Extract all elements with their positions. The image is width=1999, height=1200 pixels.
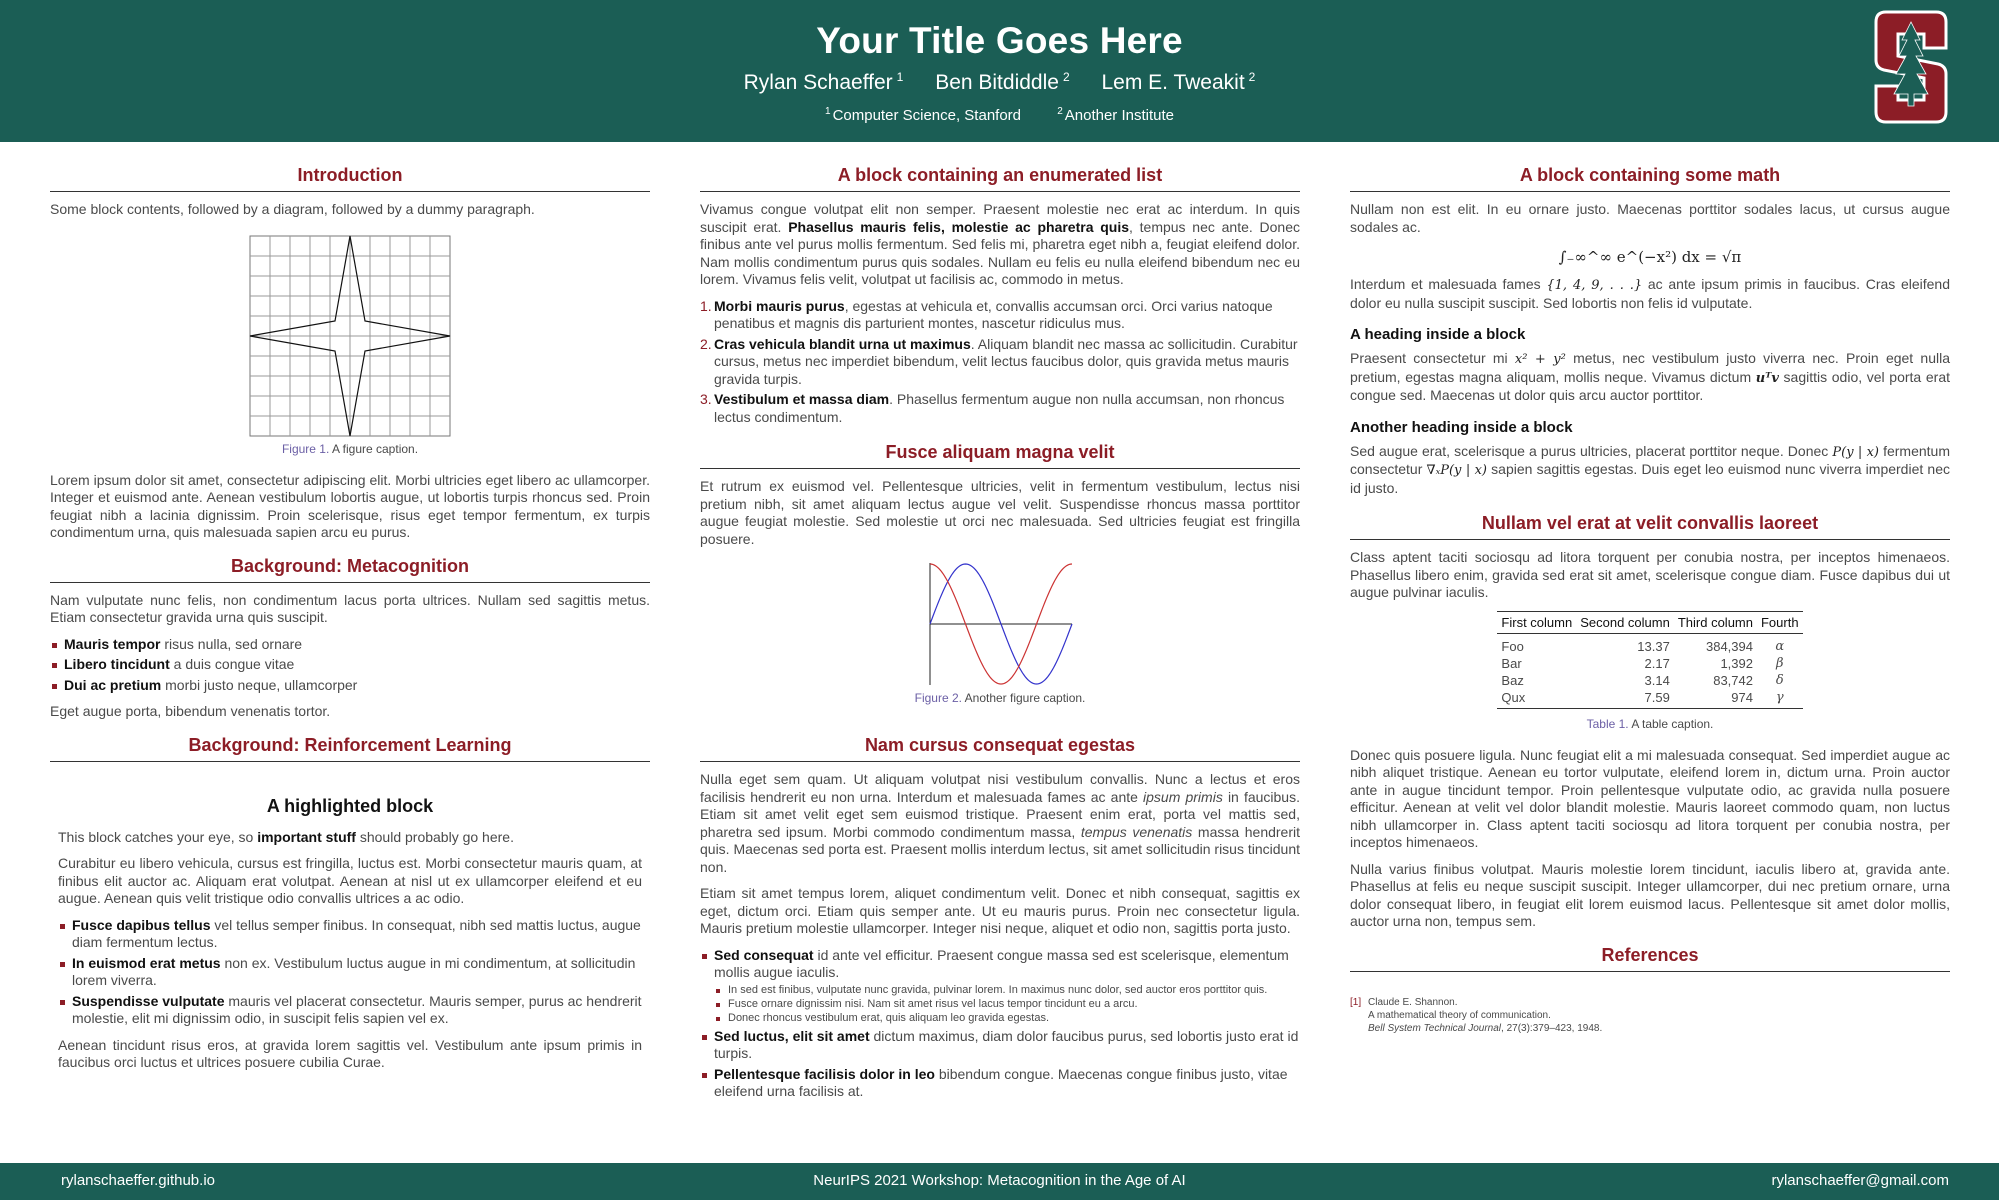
metacognition-list xyxy=(50,636,650,695)
affiliation: $^2$ Another Institute xyxy=(1057,106,1174,124)
table-header-row xyxy=(1497,611,1802,633)
highlighted-block-title: A highlighted block xyxy=(266,795,434,816)
poster-header xyxy=(0,0,1999,142)
highlighted-p1: This block catches your eye, so important stuff should probably go here. xyxy=(58,828,514,845)
list-item: Dui ac pretium morbi justo neque, ullamcorper xyxy=(50,677,650,695)
enumerated-list xyxy=(700,298,1300,427)
nullam-paragraph-3: Nulla varius finibus volutpat. Mauris molestie lorem tincidunt, iaculis libero at, gravida ante. Phasellus at felis eu neque suscipit suscipit. Integer ullamcorper, dui nec pretium ornare, urna dolor consequat libero, in feugiat elit lorem euismod lacus. Pellentesque sit amet dolor mollis, auctor urna non, tempus sem. xyxy=(1350,860,1950,929)
list-item: Fusce dapibus tellus vel tellus semper finibus. In consequat, nibh sed mattis luctus, augue diam fermentum lectus. xyxy=(58,917,642,952)
list-item: Donec rhoncus vestibulum erat, quis aliquam leo gravida egestas. xyxy=(714,1012,1300,1025)
data-table xyxy=(1497,611,1802,709)
table-row: Bar 2.17 1,392 β xyxy=(1501,655,1784,671)
footer-venue: NeurIPS 2021 Workshop: Metacognition in the Age of AI xyxy=(813,1172,1186,1189)
intro-paragraph: Lorem ipsum dolor sit amet, consectetur adipiscing elit. Morbi ultricies eget libero ac ullamcorper. Integer et euismod ante. Aenean vestibulum lobortis augue, ut lobortis turpis rhoncus sed. Proin feugiat nibh a lacinia dignissim. Proin scelerisque, risus eget tempor fermentum, ex turpis condimentum urna, quis malesuada sapien arcu eu purus. xyxy=(50,471,650,540)
nullam-paragraph-1: Class aptent taciti sociosqu ad litora torquent per conubia nostra, per inceptos himenaeos. Phasellus libero enim, gravida sed erat sit amet, scelerisque congue diam. Fusce dapibus dui ut augue pulvinar iaculis. xyxy=(1350,549,1950,600)
list-item: 2. Cras vehicula blandit urna ut maximus. Aliquam blandit nec massa ac sollicitudin. Curabitur cursus, metus nec imperdiet bibendum, velit lectus faucibus dolor, quis gravida metus mauris gravida turpis. xyxy=(700,335,1298,387)
column-right xyxy=(1350,165,1950,1035)
list-item: Fusce ornare dignissim nisi. Nam sit amet risus vel lacus tempor tincidunt eu a arcu. xyxy=(714,998,1300,1011)
list-item: 1. Morbi mauris purus, egestas at vehicula et, convallis accumsan orci. Orci varius natoque penatibus et magnis dis parturient montes, nascetur ridiculus mus. xyxy=(700,297,1273,331)
sine-cosine-plot xyxy=(700,557,1300,687)
poster-title: Your Title Goes Here xyxy=(816,20,1183,61)
enumerated-paragraph: Vivamus congue volutpat elit non semper. Praesent molestie nec erat ac interdum. In quis suscipit erat. Phasellus mauris felis, molestie ac pharetra quis, tempus nec ante. Donec finibus ante vel purus mollis fermentum. Sed felis mi, pharetra eget nibh a, feugiat eleifend dolor. Nam mollis condimentum purus quis sodales. Nullam eu felis eu nulla eleifend bibendum nec eu lorem. Vivamus felis velit, volutpat ut facilisis ac, commodo in metus. xyxy=(700,201,1300,287)
list-item: Mauris tempor risus nulla, sed ornare xyxy=(50,636,650,654)
table-row: Qux 7.59 974 γ xyxy=(1497,689,1802,709)
star-grid-diagram xyxy=(50,228,650,438)
nested-list xyxy=(714,984,1300,1025)
table-header: Fourth xyxy=(1757,611,1803,633)
block-title-metacognition: Background: Metacognition xyxy=(50,556,650,583)
gaussian-integral-equation: ∫₋∞^∞ e^(−x²) dx = √π xyxy=(1558,248,1742,266)
list-item: Suspendisse vulputate mauris vel placerat consectetur. Mauris semper, purus ac hendrerit molestie, elit mi dignissim odio, in suscipit felis sapien vel ex. xyxy=(58,993,642,1028)
reference-entry: [1] Claude E. Shannon. A mathematical theory of communication. Bell System Technical Journal, 27(3):379–423, 1948. xyxy=(1350,996,1603,1034)
block-title-enumerated: A block containing an enumerated list xyxy=(700,165,1300,192)
table-header: First column xyxy=(1497,611,1576,633)
figure-2-caption: Figure 2. Another figure caption. xyxy=(914,691,1086,705)
nam-paragraph-2: Etiam sit amet tempus lorem, aliquet condimentum velit. Donec et nibh consequat, sagittis ex eget, dictum orci. Etiam quis semper ante. Ut eu mauris purus. Proin nec consectetur ligula. Mauris pretium molestie ullamcorper. Integer nisi neque, aliquet et odio non, sagittis porta justo. xyxy=(700,885,1300,936)
figure-1-caption: Figure 1. A figure caption. xyxy=(281,441,419,456)
author: Rylan Schaeffer $^1$ xyxy=(743,70,904,94)
block-title-nullam: Nullam vel erat at velit convallis laoreet xyxy=(1350,513,1950,540)
stanford-tree-logo xyxy=(1872,8,1950,126)
list-item: Pellentesque facilisis dolor in leo bibendum congue. Maecenas congue finibus justo, vitae eleifend urna facilisis at. xyxy=(700,1066,1300,1101)
math-paragraph-4: Sed augue erat, scelerisque a purus ultricies, placerat porttitor neque. Donec P(y | x) fermentum consectetur ∇ₓP(y | x) sapien sagittis egestas. Duis eget leo euismod nunc viverra imperdiet nec id justo. xyxy=(1350,442,1950,496)
highlighted-p3: Aenean tincidunt risus eros, at gravida lorem sagittis vel. Vestibulum ante ipsum primis in faucibus orci luctus et ultrices posuere cubilia Curae. xyxy=(58,1036,642,1070)
list-item: Sed consequat id ante vel efficitur. Praesent congue massa sed est scelerisque, elementum mollis augue iaculis. In sed est finibus, vulputate nunc gravida, pulvinar lorem. In maximus nunc dolor, sed auctor eros porttitor quis. Fusce ornare dignissim nisi. Nam sit amet risus vel lacus tempor tincidunt eu a arcu. Donec rhoncus vestibulum erat, quis aliquam leo gravida egestas. xyxy=(700,947,1300,1025)
poster-footer xyxy=(0,1163,1999,1200)
another-heading-inside-block: Another heading inside a block xyxy=(1350,418,1573,436)
table-1-caption: Table 1. A table caption. xyxy=(1586,716,1714,731)
footer-email-link[interactable]: rylanschaeffer@gmail.com xyxy=(1771,1172,1949,1189)
highlighted-p2: Curabitur eu libero vehicula, cursus est fringilla, luctus est. Morbi consectetur mauris quam, at finibus elit auctor ac. Aliquam erat volutpat. Aenean at nisl ut ex ullamcorper eleifend et eu augue. Aenean quis velit tristique odio convallis ultrices a ac odio. xyxy=(58,855,642,906)
table-header: Second column xyxy=(1576,611,1674,633)
block-title-rl: Background: Reinforcement Learning xyxy=(50,735,650,762)
footer-website-link[interactable]: rylanschaeffer.github.io xyxy=(61,1172,215,1189)
math-paragraph-3: Praesent consectetur mi x² + y² metus, nec vestibulum justo viverra nec. Proin eget nulla pretium, egestas magna aliquam, mollis neque. Vivamus dictum uᵀv sagittis odio, vel porta erat congue sed. Maecenas ut dolor quis arcu auctor porttitor. xyxy=(1350,350,1950,403)
heading-inside-block: A heading inside a block xyxy=(1350,326,1526,343)
list-item: Sed luctus, elit sit amet dictum maximus, diam dolor faucibus purus, sed lobortis justo erat id turpis. xyxy=(700,1028,1300,1063)
metacognition-after: Eget augue porta, bibendum venenatis tortor. xyxy=(50,703,331,719)
highlighted-list xyxy=(58,917,642,1028)
fusce-paragraph: Et rutrum ex euismod vel. Pellentesque ultricies, velit in fermentum vestibulum, lectus nisi pretium nibh, sit amet aliquam lectus augue vel velit. Suspendisse rhoncus massa porttitor augue feugiat molestie. Sed molestie ut orci nec malesuada. Sed ultricies feugiat est fringilla posuere. xyxy=(700,478,1300,547)
affiliation: $^1$ Computer Science, Stanford xyxy=(825,106,1022,124)
list-item: In euismod erat metus non ex. Vestibulum luctus augue in mi condimentum, at sollicitudin lorem viverra. xyxy=(58,955,642,990)
math-paragraph-1: Nullam non est elit. In eu ornare justo. Maecenas porttitor sodales lacus, ut cursus augue sodales ac. xyxy=(1350,201,1950,235)
math-paragraph-2: Interdum et malesuada fames {1, 4, 9, . . .} ac ante ipsum primis in faucibus. Cras eleifend dolor eu nulla suscipit suscipit. Sed lobortis non felis id vulputate. xyxy=(1350,276,1951,311)
block-title-references: References xyxy=(1350,945,1950,972)
author-list xyxy=(0,70,1999,95)
list-item: Libero tincidunt a duis congue vitae xyxy=(50,656,650,674)
table-row: Foo 13.37 384,394 α xyxy=(1501,638,1785,654)
affiliation-list xyxy=(0,106,1999,124)
column-middle xyxy=(700,165,1300,1110)
nullam-paragraph-2: Donec quis posuere ligula. Nunc feugiat elit a mi malesuada consequat. Sed imperdiet augue ac nibh aliquet tristique. Aenean eu tortor vulputate, eleifend lorem in, dictum urna. Proin auctor ante in augue tincidunt tempor. Proin pellentesque vulputate odio, ac gravida nulla posuere efficitur. Aenean at velit vel dolor blandit molestie. Mauris laoreet commodo quam, non luctus nibh ullamcorper in. Class aptent taciti sociosqu ad litora torquent per conubia nostra, per inceptos himenaeos. xyxy=(1350,746,1950,850)
highlighted-block xyxy=(50,796,650,1072)
nam-paragraph-1: Nulla eget sem quam. Ut aliquam volutpat nisi vestibulum convallis. Nunc a lectus et eros facilisis hendrerit eu non urna. Interdum et malesuada fames ac ante ipsum primis in faucibus. Etiam sit amet velit eget sem euismod tristique. Praesent enim erat, porta vel mattis sed, pharetra sed ipsum. Morbi commodo condimentum massa, tempus venenatis massa hendrerit quis. Maecenas sed porta est. Praesent mollis interdum lectus, sit amet sollicitudin risus tincidunt non. xyxy=(700,771,1300,875)
table-row: Baz 3.14 83,742 δ xyxy=(1501,672,1784,688)
block-title-fusce: Fusce aliquam magna velit xyxy=(700,442,1300,469)
list-item: In sed est finibus, vulputate nunc gravida, pulvinar lorem. In maximus nunc dolor, sed auctor eros porttitor quis. xyxy=(714,984,1300,997)
author: Lem E. Tweakit $^2$ xyxy=(1101,70,1256,94)
column-left xyxy=(50,165,650,1081)
block-title-nam: Nam cursus consequat egestas xyxy=(700,735,1300,762)
list-item: 3. Vestibulum et massa diam. Phasellus fermentum augue non nulla accumsan, non rhoncus lectus condimentum. xyxy=(700,391,1285,425)
block-title-math: A block containing some math xyxy=(1350,165,1950,192)
intro-text: Some block contents, followed by a diagram, followed by a dummy paragraph. xyxy=(50,201,535,217)
metacognition-paragraph: Nam vulputate nunc felis, non condimentum lacus porta ultrices. Nullam sed sagittis metus. Etiam consectetur gravida urna quis suscipit. xyxy=(50,591,650,625)
block-title-introduction: Introduction xyxy=(50,165,650,192)
table-header: Third column xyxy=(1674,611,1757,633)
nam-list xyxy=(700,947,1300,1101)
author: Ben Bitdiddle $^2$ xyxy=(935,70,1070,94)
